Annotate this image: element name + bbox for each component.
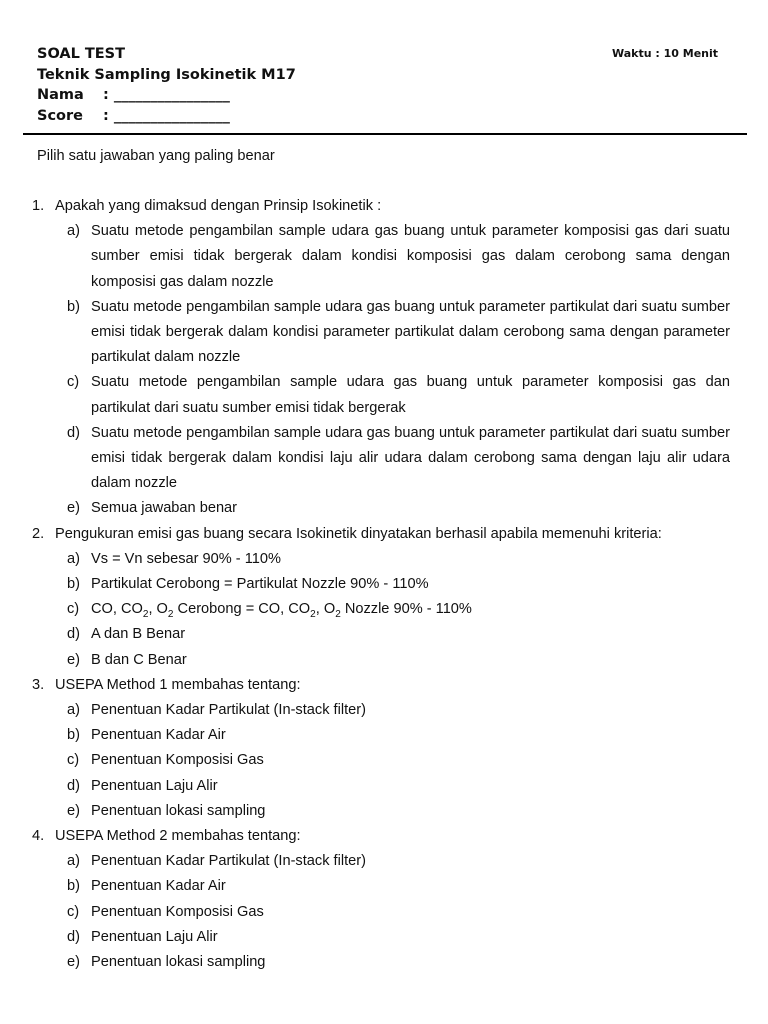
option-text: Penentuan Kadar Partikulat (In-stack filter) bbox=[91, 702, 366, 719]
option-text: A dan B Benar bbox=[91, 626, 186, 643]
subscript: 2 bbox=[142, 609, 149, 621]
question-number: 4. bbox=[32, 828, 45, 845]
option-letter: a) bbox=[67, 550, 80, 567]
question-item bbox=[0, 824, 768, 975]
answer-option bbox=[0, 547, 730, 572]
answer-option bbox=[0, 723, 730, 748]
question-number: 2. bbox=[32, 525, 45, 542]
question-text: Apakah yang dimaksud dengan Prinsip Isokinetik : bbox=[55, 198, 382, 214]
answer-option bbox=[0, 874, 730, 899]
option-text: Vs = Vn sebesar 90% - 110% bbox=[91, 550, 281, 567]
header-divider bbox=[23, 133, 747, 135]
field-label: Nama bbox=[37, 87, 84, 103]
option-text: Penentuan Laju Alir bbox=[91, 777, 218, 794]
answer-option bbox=[0, 597, 730, 622]
option-letter: c) bbox=[67, 903, 80, 920]
option-letter: c) bbox=[67, 374, 80, 391]
answer-option bbox=[0, 622, 730, 647]
field-blank: : ________________ bbox=[103, 87, 230, 103]
answer-option bbox=[0, 774, 730, 799]
option-letter: d) bbox=[67, 777, 80, 794]
option-letter: b) bbox=[67, 298, 80, 315]
option-text: Penentuan Kadar Air bbox=[91, 878, 226, 895]
answer-option bbox=[0, 572, 730, 597]
answer-option bbox=[0, 421, 730, 497]
option-text-part: Nozzle 90% - 110% bbox=[340, 601, 472, 618]
answer-option bbox=[0, 925, 730, 950]
option-text: Suatu metode pengambilan sample udara gas buang untuk parameter partikulat dari suatu sumber emisi tidak bergerak dalam kondisi parameter partikulat dalam cerobong sama dengan parameter partikulat dalam nozzle bbox=[91, 298, 730, 366]
question-item bbox=[0, 194, 768, 522]
answer-option bbox=[0, 648, 730, 673]
option-text: Penentuan lokasi sampling bbox=[91, 954, 266, 971]
question-text: USEPA Method 2 membahas tentang: bbox=[55, 828, 301, 845]
option-text: Penentuan Laju Alir bbox=[91, 928, 218, 945]
option-text: B dan C Benar bbox=[91, 651, 187, 668]
option-text: Penentuan Komposisi Gas bbox=[91, 903, 264, 920]
question-text: Pengukuran emisi gas buang secara Isokinetik dinyatakan berhasil apabila memenuhi kriteria: bbox=[55, 525, 662, 542]
option-text: Penentuan Komposisi Gas bbox=[91, 752, 264, 769]
question-stem bbox=[0, 824, 730, 849]
doc-subtitle: Teknik Sampling Isokinetik M17 bbox=[37, 66, 296, 83]
option-letter: e) bbox=[67, 500, 80, 517]
option-letter: d) bbox=[67, 928, 80, 945]
answer-option bbox=[0, 748, 730, 773]
subscript: 2 bbox=[335, 609, 341, 621]
option-text: Penentuan Kadar Air bbox=[91, 727, 226, 744]
field-label: Score bbox=[37, 107, 83, 124]
question-item bbox=[0, 673, 768, 824]
answer-option bbox=[0, 496, 730, 521]
option-text: Semua jawaban benar bbox=[91, 500, 238, 517]
option-letter: d) bbox=[67, 626, 80, 643]
subscript: 2 bbox=[310, 609, 316, 621]
option-letter: e) bbox=[67, 651, 80, 668]
option-letter: a) bbox=[67, 702, 80, 719]
option-text: Suatu metode pengambilan sample udara gas buang untuk parameter komposisi gas dan partikulat dari suatu sumber emisi tidak bergerak bbox=[91, 374, 730, 416]
option-letter: b) bbox=[67, 878, 80, 895]
subscript: 2 bbox=[167, 609, 174, 621]
answer-option bbox=[0, 900, 730, 925]
question-text: USEPA Method 1 membahas tentang: bbox=[55, 676, 301, 693]
question-stem bbox=[0, 194, 730, 219]
option-text: Suatu metode pengambilan sample udara gas buang untuk parameter komposisi gas dari suatu sumber emisi tidak bergerak dalam kondisi komposisi gas dalam cerobong sama dengan komposisi gas dalam nozzle bbox=[91, 223, 730, 290]
question-stem bbox=[0, 673, 730, 698]
answer-option bbox=[0, 295, 730, 371]
answer-option bbox=[0, 698, 730, 723]
doc-title: SOAL TEST bbox=[37, 46, 126, 62]
answer-option bbox=[0, 370, 730, 420]
option-text bbox=[91, 597, 730, 622]
time-limit: Waktu : 10 Menit bbox=[612, 47, 719, 60]
question-number: 1. bbox=[32, 198, 45, 214]
option-text-part: Cerobong = CO, CO bbox=[173, 601, 311, 618]
instruction-text: Pilih satu jawaban yang paling benar bbox=[37, 148, 275, 164]
question-list bbox=[0, 194, 768, 975]
field-nama bbox=[37, 85, 737, 106]
answer-option bbox=[0, 799, 730, 824]
option-letter: e) bbox=[67, 954, 80, 971]
question-stem bbox=[0, 522, 730, 547]
option-text: Partikulat Cerobong = Partikulat Nozzle 90% - 110% bbox=[91, 576, 429, 593]
answer-option bbox=[0, 950, 730, 975]
option-text-part: CO, CO bbox=[91, 601, 143, 618]
option-letter: c) bbox=[67, 752, 80, 769]
option-letter: c) bbox=[67, 601, 80, 618]
field-score bbox=[37, 106, 737, 127]
option-text: Penentuan Kadar Partikulat (In-stack filter) bbox=[91, 853, 366, 870]
question-number: 3. bbox=[32, 676, 45, 693]
option-text: Penentuan lokasi sampling bbox=[91, 802, 266, 819]
option-letter: d) bbox=[67, 424, 80, 441]
answer-option bbox=[0, 219, 730, 295]
field-blank: : ________________ bbox=[103, 107, 230, 124]
option-letter: b) bbox=[67, 576, 80, 593]
option-letter: a) bbox=[67, 853, 80, 870]
question-item bbox=[0, 522, 768, 673]
answer-option bbox=[0, 849, 730, 874]
option-letter: b) bbox=[67, 727, 80, 744]
option-letter: e) bbox=[67, 802, 80, 819]
option-text: Suatu metode pengambilan sample udara gas buang untuk parameter partikulat dari suatu sumber emisi tidak bergerak dalam kondisi laju alir udara dalam cerobong sama dengan laju alir udara dalam nozzle bbox=[91, 424, 730, 492]
option-text-part: , O bbox=[315, 601, 336, 618]
option-letter: a) bbox=[67, 223, 80, 240]
option-text-part: , O bbox=[148, 601, 168, 618]
